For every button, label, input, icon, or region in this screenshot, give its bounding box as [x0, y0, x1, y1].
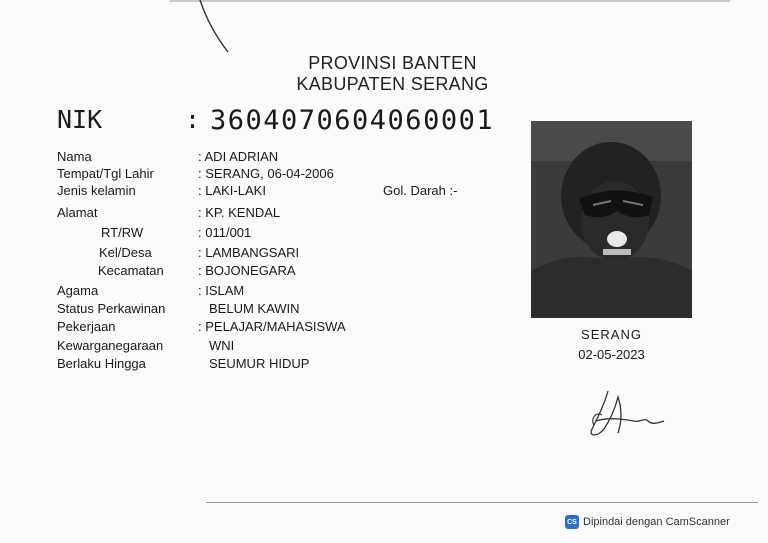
scan-edge-line-bottom — [206, 502, 758, 503]
id-photo — [531, 121, 692, 318]
field-label: Pekerjaan — [57, 319, 116, 334]
field-value: SEUMUR HIDUP — [209, 356, 310, 371]
pen-stroke-mark — [190, 0, 240, 56]
scan-edge-line-top — [170, 0, 730, 2]
nik-colon: : — [185, 105, 201, 134]
field-value: : 011/001 — [198, 224, 251, 242]
field-label: Nama — [57, 149, 92, 164]
field-label: Kel/Desa — [99, 245, 152, 260]
field-label: Agama — [57, 283, 99, 298]
field-value: : LAKI-LAKI — [198, 182, 266, 200]
field-value: : ADI ADRIAN — [198, 148, 278, 166]
header-regency: KABUPATEN SERANG — [296, 74, 489, 94]
field-value: BELUM KAWIN — [209, 301, 300, 316]
field-label: Jenis kelamin — [57, 183, 136, 198]
camscanner-watermark — [565, 513, 730, 531]
field-label: Status Perkawinan — [57, 301, 166, 316]
field-value: WNI — [209, 338, 235, 353]
signature-image — [578, 381, 668, 443]
field-value: : KP. KENDAL — [198, 204, 280, 222]
field-value: : BOJONEGARA — [198, 262, 296, 280]
nik-label: NIK — [57, 105, 103, 134]
field-label: Kewarganegaraan — [57, 338, 164, 353]
field-label: Kecamatan — [98, 263, 164, 278]
field-value: : PELAJAR/MAHASISWA — [198, 318, 346, 336]
field-label: Berlaku Hingga — [57, 356, 146, 371]
camscanner-icon: CS — [565, 515, 579, 529]
field-value: : LAMBANGSARI — [198, 244, 299, 262]
field-label: Tempat/Tgl Lahir — [57, 166, 154, 181]
camscanner-text: Dipindai dengan CamScanner — [583, 516, 730, 528]
nik-value: 3604070604060001 — [210, 105, 495, 136]
portrait-image — [531, 121, 692, 318]
header-province: PROVINSI BANTEN — [308, 53, 477, 73]
field-value: : SERANG, 06-04-2006 — [198, 165, 334, 183]
field-label: Alamat — [57, 205, 98, 220]
field-value: : ISLAM — [198, 282, 244, 300]
gol-darah-label: Gol. Darah — [383, 183, 446, 198]
issue-city: SERANG — [581, 327, 642, 342]
gol-darah — [383, 182, 457, 200]
issue-date: 02-05-2023 — [578, 347, 645, 362]
field-label: RT/RW — [101, 225, 144, 240]
header-title — [250, 53, 535, 95]
gol-darah-value: :- — [449, 183, 458, 198]
